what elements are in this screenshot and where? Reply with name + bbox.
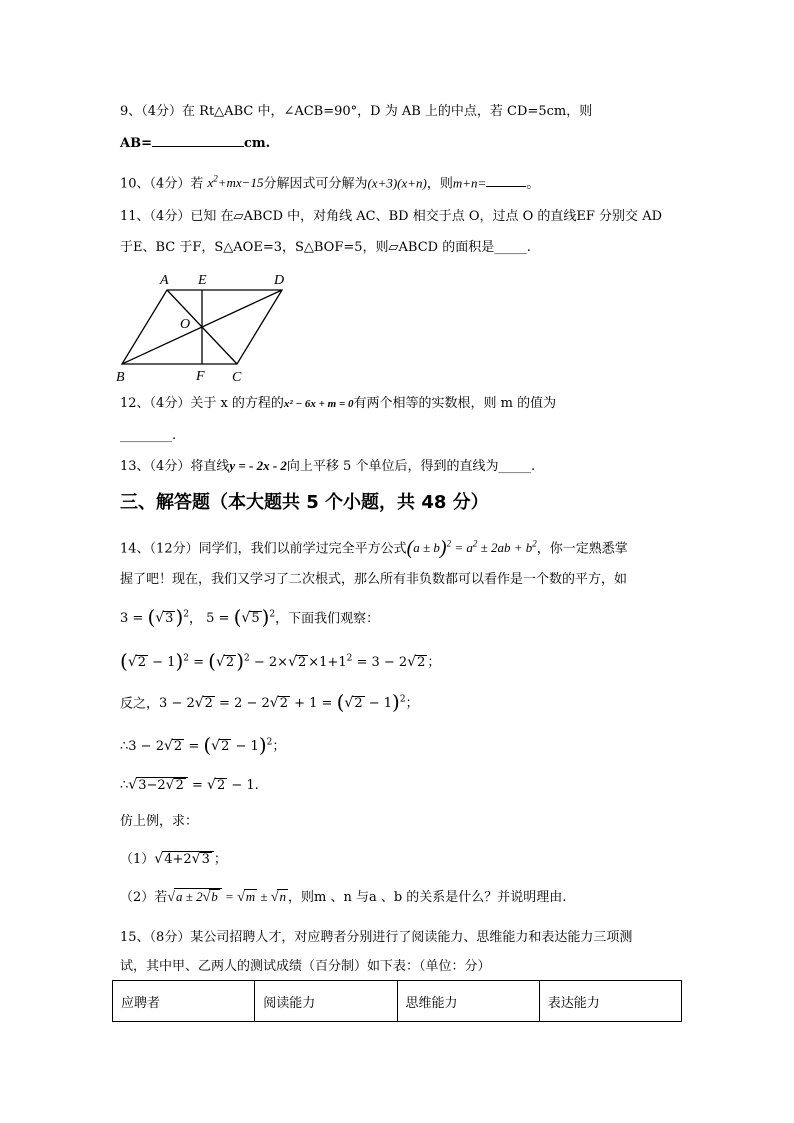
label-b: B [116, 370, 125, 385]
square-formula: $(a \pm b)^2 = a^2 \pm 2ab + b^2$ [406, 537, 537, 560]
question-14-line-3: 3 = (√3 )$^2$， 5 = (√5 )$^2$，下面我们观察： [120, 605, 380, 630]
label-o: O [180, 317, 191, 332]
question-10-factor: (x+3)(x+n) [367, 175, 427, 191]
question-14-line-4 [120, 650, 440, 672]
question-9-line-2 [120, 134, 270, 153]
question-15-text-2: 试，其中甲、乙两人的测试成绩（百分制）如下表：（单位：分） [120, 959, 491, 974]
answer-blank [486, 174, 526, 187]
part-1-label: （1） [120, 852, 155, 867]
answer-blank [152, 134, 244, 147]
question-14-intro-end: ，你一定熟悉掌 [536, 541, 628, 557]
part-2-expression: √a ± 2√b = √m ± √n [167, 889, 286, 905]
question-12-prefix: 12、（4分）关于 x 的方程的 [120, 396, 284, 411]
question-12-equation: x² − 6x + m = 0 [283, 398, 354, 410]
label-d: D [274, 273, 285, 288]
question-13-prefix: 13、（4分）将直线 [120, 459, 230, 474]
header-reading: 阅读能力 [255, 981, 397, 1022]
question-14-line-6 [120, 734, 285, 756]
header-expression: 表达能力 [539, 981, 681, 1022]
label-c: C [232, 370, 242, 385]
question-11-text-1: 11、（4分）已知 在▱ABCD 中，对角线 AC、BD 相交于点 O，过点 O 的直线EF 分别交 AD [120, 209, 663, 224]
question-14-part-1 [120, 850, 227, 869]
header-applicant: 应聘者 [113, 981, 255, 1022]
question-10-middle: 分解因式可分解为 [263, 176, 368, 192]
question-15-line-1 [120, 929, 632, 947]
question-14-line-8 [120, 813, 198, 831]
question-14-observe: ，下面我们观察： [275, 611, 380, 627]
header-thinking: 思维能力 [397, 981, 539, 1022]
question-11-text-2: 于E、BC 于F，S△AOE=3，S△BOF=5，则▱ABCD 的面积是_____. [120, 240, 531, 255]
part-1-expression: √4+2√3 ； [154, 851, 227, 867]
question-15-line-2 [120, 958, 491, 976]
question-14-line-1 [120, 535, 628, 558]
question-10-comma: ，则 [426, 176, 453, 192]
question-9-ab-label: AB= [120, 136, 152, 151]
label-a: A [160, 273, 169, 288]
question-14-text-2: 握了吧！现在，我们又学习了二次根式，那么所有非负数都可以看作是一个数的平方，如 [120, 572, 628, 587]
question-14-line-5 [120, 691, 419, 713]
expansion-equation: $(√2 - 1)^2 = (√2$ )$^2 - 2\times√2 \times 1+1^2 = 3 - 2√2$ ； [120, 649, 441, 674]
question-14-intro: 14、（12分）同学们，我们以前学过完全平方公式 [120, 541, 407, 557]
example-5: 5 = (√5 )$^2$ [206, 605, 276, 630]
question-10-expression: $x^2+mx-15$ [207, 174, 264, 191]
question-13-suffix: 向上平移 5 个单位后，得到的直线为_____. [286, 459, 536, 474]
section-3-heading: 三、解答题（本大题共 5 个小题，共 48 分） [120, 492, 489, 513]
question-14-imitate: 仿上例，求： [120, 814, 199, 829]
question-10-end: 。 [526, 176, 540, 192]
question-14-conversely: 反之， [120, 696, 160, 712]
question-9-unit: cm. [243, 136, 271, 151]
question-12-line-1 [120, 395, 556, 413]
question-9-line-1 [120, 103, 592, 121]
part-2-question: ，则m 、n 与a 、b 的关系是什么？并说明理由. [287, 890, 567, 905]
question-13-equation: y = - 2x - 2 [229, 458, 287, 473]
table-header-row [113, 981, 682, 1022]
question-12-suffix: 有两个相等的实数根，则 m 的值为 [353, 396, 557, 411]
question-13 [120, 457, 535, 476]
reverse-equation: $3 - 2√2 = 2 - 2√2 + 1 = (√2 - 1)^2$； [159, 690, 419, 715]
question-11-line-2 [120, 239, 531, 257]
question-10 [120, 170, 539, 193]
question-14-part-2 [120, 888, 566, 907]
question-14-line-2 [120, 571, 627, 589]
parallelogram-figure [112, 268, 302, 386]
question-14-line-7 [120, 776, 259, 795]
score-table [112, 980, 682, 1022]
therefore-equation-1: ∴3 − $2√2 = (√2 - 1)^2$； [120, 733, 286, 758]
question-11-line-1 [120, 208, 662, 226]
question-12-blank: ________. [120, 428, 177, 443]
label-e: E [198, 273, 207, 288]
therefore-equation-2: ∴√3−2√2 = √2 − 1. [120, 777, 259, 793]
part-2-label: （2）若 [120, 890, 168, 905]
question-10-ask: m+n= [452, 175, 487, 191]
question-10-prefix: 10、（4分）若 [120, 176, 204, 192]
question-12-line-2 [120, 427, 176, 445]
example-3: 3 = (√3 )$^2$ [120, 605, 189, 630]
question-15-text-1: 15、（8分）某公司招聘人才，对应聘者分别进行了阅读能力、思维能力和表达能力三项测 [120, 930, 633, 945]
label-f: F [196, 369, 205, 384]
question-9-text: 9、（4分）在 Rt△ABC 中，∠ACB=90°，D 为 AB 上的中点，若 CD=5cm，则 [120, 104, 593, 119]
